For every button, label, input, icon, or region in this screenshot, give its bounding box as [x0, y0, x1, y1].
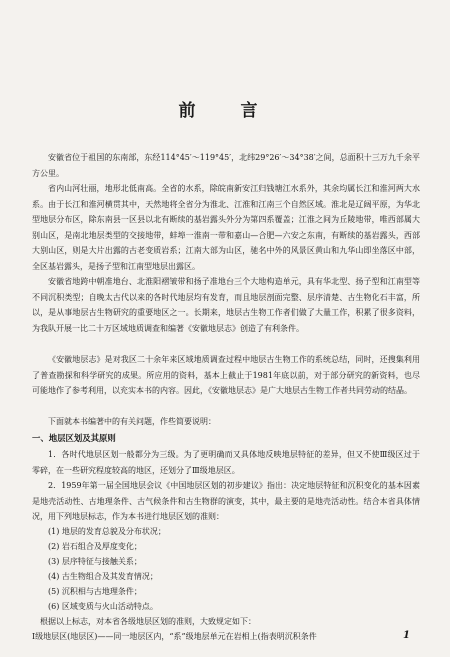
closing-line-1: 根据以上标志，对本省各级地层区划的准则，大致规定如下： — [40, 617, 256, 626]
paragraph-terrain: 省内山河壮丽，地形北低南高。全省的水系，除皖南新安江归钱塘江水系外，其余均属长江和淮河两大水系。由于长江和淮河横贯其中，天然地将全省分为淮北、江淮和江南三个自然区域。淮北是辽阔平原，为华北型地层分布区，除东南县一区县以北有断续的基岩露头外分为第四系覆盖；江淮之间为丘陵地带，唯西部属大别山区，是南北地层类型的交接地带，蚌埠一淮南一带和嘉山—合肥—六安之东南，有断续的基岩露头，西部大别山区，则是大片出露的古老变质岩系；江南大部为山区，驰名中外的风景区黄山和九华山即坐落区中部，全区基岩露头，是扬子型和江南型地层出露区。 — [32, 184, 420, 271]
page-title: 前 言 — [178, 101, 272, 121]
page-number: 1 — [403, 630, 410, 641]
criteria-item: (4) 古生物组合及其发育情况； — [48, 572, 158, 581]
paragraph-book-summary: 《安徽地层志》是对我区二十余年来区域地质调查过程中地层古生物工作的系统总结，同时，还搜集利用了普查勘探和科学研究的成果。所应用的资料，基本上截止于1981年底以前，对于部分研究的新资料，也尽可能地作了参考利用，以充实本书的内容。因此，《安徽地层志》是广大地层古生物工作者共同劳动的结晶。 — [32, 355, 420, 396]
paragraph-intro-notes: 下面就本书编著中的有关问题，作些简要说明： — [48, 417, 216, 426]
section-paragraph-1: 1．各时代地层区划一般都分为三级。为了更明确而又具体地反映地层特征的差异，但又不使Ⅲ级区过于零碎，在一些研究程度较高的地区，还划分了Ⅲ级地层区。 — [32, 450, 420, 475]
closing-line-2: Ⅰ级地层区(地层区)——同一地层区内，“系”级地层单元在岩相上(指表明沉积条件 — [32, 632, 317, 641]
paragraph-location: 安徽省位于祖国的东南部，东经114°45′～119°45′，北纬29°26′～34°38′之间，总面积十三万九千余平方公里。 — [32, 153, 420, 178]
criteria-item: (3) 层序特征与接触关系； — [48, 557, 142, 566]
criteria-item: (1) 地层的发育总貌及分布状况； — [48, 527, 166, 536]
paragraph-tectonics: 安徽省地跨中朝准地台、北淮阳褶皱带和扬子准地台三个大地构造单元，具有华北型、扬子型和江南型等不同沉积类型；自晚太古代以来的各时代地层均有发育，而且地层剖面完整、层序清楚、古生物化石丰富，所以，是从事地层古生物研究的重要地区之一。长期来，地层古生物工作者们做了大量工作，积累了很多资料，为我队开展一比二十万区域地质调查和编著《安徽地层志》创造了有利条件。 — [32, 277, 420, 333]
section-paragraph-2: 2．1959年第一届全国地层会议《中国地层区划的初步建议》指出：决定地层特征和沉积变化的基本因素是地壳活动性、古地理条件、古气候条件和古生物群的演变，其中，最主要的是地壳活动性。结合本省具体情况，用下列地层标志，作为本书进行地层区划的准则： — [32, 481, 420, 522]
criteria-item: (5) 沉积相与古地理条件； — [48, 587, 142, 596]
criteria-item: (2) 岩石组合及厚度变化； — [48, 542, 142, 551]
criteria-item: (6) 区域变质与火山活动特点。 — [48, 602, 158, 611]
section-heading: 一、地层区划及其原则 — [32, 433, 116, 443]
